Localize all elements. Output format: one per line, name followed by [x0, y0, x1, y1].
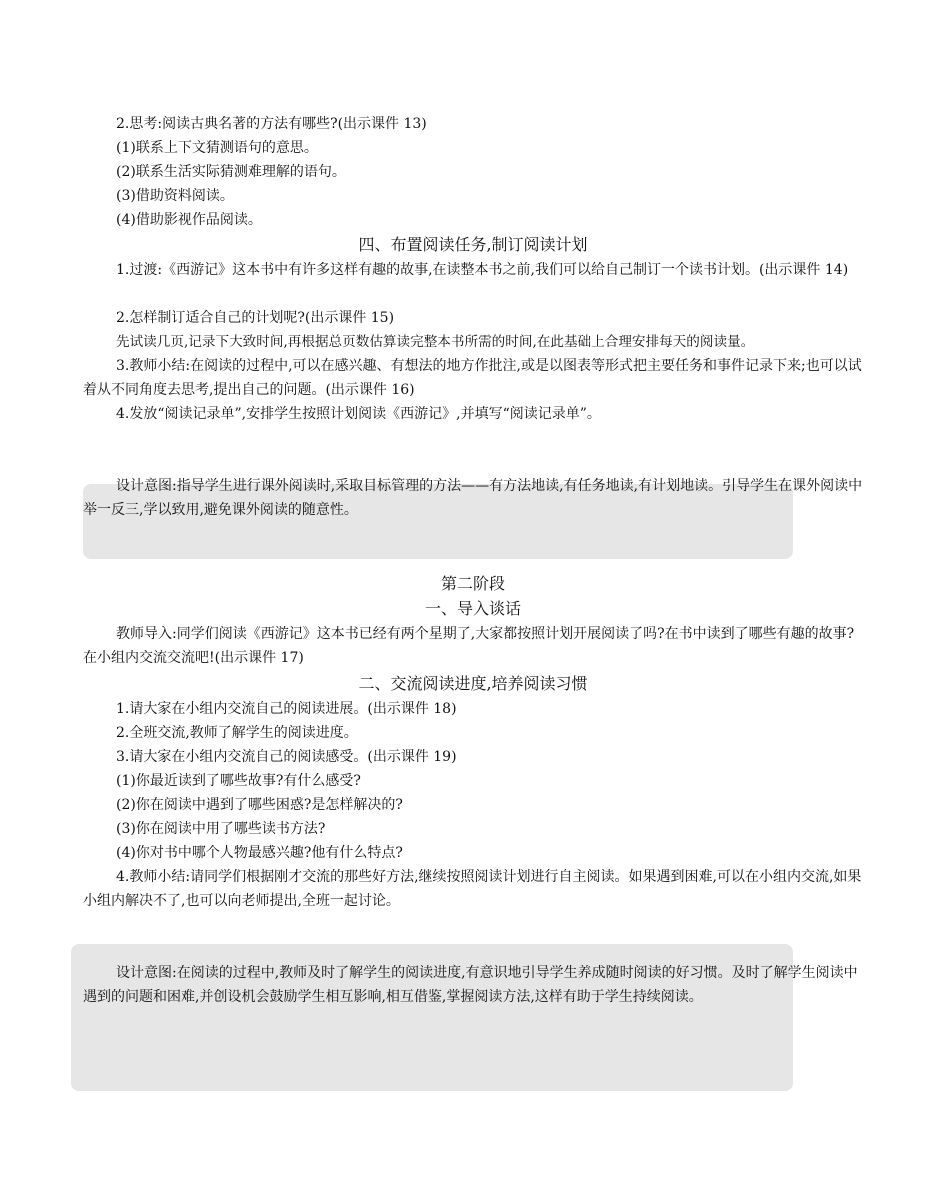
- stage2-question-2: (2)你在阅读中遇到了哪些困惑?是怎样解决的?: [116, 797, 403, 813]
- stage2-item-4: 4.教师小结:请同学们根据刚才交流的那些好方法,继续按照阅读计划进行自主阅读。如果遇到困难,可以在小组内交流,如果小组内解决不了,也可以向老师提出,全班一起讨论。: [83, 869, 862, 909]
- method-item-1: (1)联系上下文猜测语句的意思。: [116, 140, 318, 156]
- stage2-heading-1: 一、导入谈话: [424, 599, 521, 618]
- section4-item-3: 3.教师小结:在阅读的过程中,可以在感兴趣、有想法的地方作批注,或是以图表等形式把主要任务和事件记录下来;也可以试着从不同角度去思考,提出自己的问题。(出示课件 16): [83, 358, 862, 398]
- stage2-question-4: (4)你对书中哪个人物最感兴趣?他有什么特点?: [116, 845, 403, 861]
- method-item-2: (2)联系生活实际猜测难理解的语句。: [116, 164, 346, 180]
- section4-item-2-detail: 先试读几页,记录下大致时间,再根据总页数估算读完整本书所需的时间,在此基础上合理安排每天的阅读量。: [116, 334, 755, 350]
- section4-item-1: 1.过渡:《西游记》这本书中有许多这样有趣的故事,在读整本书之前,我们可以给自己制订一个读书计划。(出示课件 14): [116, 262, 849, 278]
- design-intent-1: 设计意图:指导学生进行课外阅读时,采取目标管理的方法——有方法地读,有任务地读,有计划地读。引导学生在课外阅读中举一反三,学以致用,避免课外阅读的随意性。: [83, 478, 863, 518]
- stage-title: 第二阶段: [440, 574, 505, 593]
- question-reading-methods: 2.思考:阅读古典名著的方法有哪些?(出示课件 13): [116, 116, 427, 132]
- method-item-4: (4)借助影视作品阅读。: [116, 212, 262, 228]
- method-item-3: (3)借助资料阅读。: [116, 188, 234, 204]
- teacher-intro: 教师导入:同学们阅读《西游记》这本书已经有两个星期了,大家都按照计划开展阅读了吗?在书中读到了哪些有趣的故事?在小组内交流交流吧!(出示课件 17): [83, 626, 855, 666]
- stage2-item-2: 2.全班交流,教师了解学生的阅读进度。: [116, 725, 358, 741]
- stage2-question-1: (1)你最近读到了哪些故事?有什么感受?: [116, 773, 361, 789]
- section-heading-4: 四、布置阅读任务,制订阅读计划: [358, 235, 588, 254]
- stage2-heading-2: 二、交流阅读进度,培养阅读习惯: [358, 674, 588, 693]
- stage2-item-1: 1.请大家在小组内交流自己的阅读进展。(出示课件 18): [116, 701, 457, 717]
- design-intent-2: 设计意图:在阅读的过程中,教师及时了解学生的阅读进度,有意识地引导学生养成随时阅读的好习惯。及时了解学生阅读中遇到的问题和困难,并创设机会鼓励学生相互影响,相互借鉴,掌握阅读方法,这样有助于学生持续阅读。: [83, 965, 858, 1005]
- section4-item-2: 2.怎样制订适合自己的计划呢?(出示课件 15): [116, 310, 395, 326]
- section4-item-4: 4.发放“阅读记录单”,安排学生按照计划阅读《西游记》,并填写“阅读记录单”。: [116, 406, 601, 422]
- stage2-item-3: 3.请大家在小组内交流自己的阅读感受。(出示课件 19): [116, 749, 457, 765]
- stage2-question-3: (3)你在阅读中用了哪些读书方法?: [116, 821, 326, 837]
